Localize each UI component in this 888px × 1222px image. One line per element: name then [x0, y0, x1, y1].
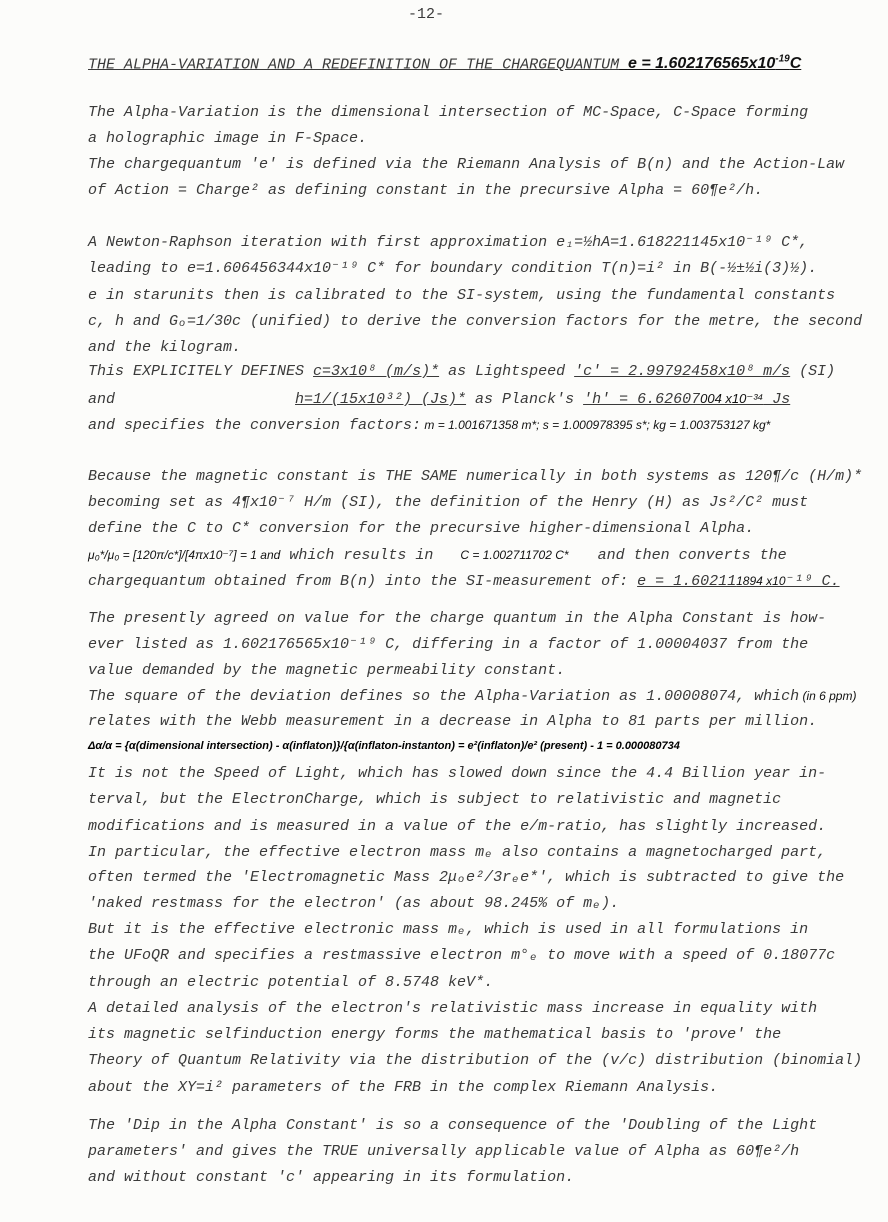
text-line: through an electric potential of 8.5748 keV*.: [88, 974, 494, 991]
title-unit: C: [789, 55, 802, 73]
mu-ratio: μ₀*/μ₀ = [120π/c*]/[4πx10⁻⁷] = 1 and: [88, 548, 281, 562]
text-line: In particular, the effective electron mass mₑ also contains a magnetocharged part,: [88, 844, 827, 861]
text-line: its magnetic selfinduction energy forms the mathematical basis to 'prove' the: [88, 1026, 782, 1043]
text-span: This EXPLICITELY DEFINES: [88, 363, 314, 380]
text-line: c, h and Gₒ=1/30c (unified) to derive the conversion factors for the metre, the second: [88, 313, 863, 330]
text-line: e in starunits then is calibrated to the SI-system, using the fundamental constants: [88, 287, 836, 304]
text-span: ⁻¹⁹ C.: [785, 573, 840, 590]
text-line: and without constant 'c' appearing in its formulation.: [88, 1169, 575, 1186]
title-value: e = 1.602176565x10: [627, 55, 776, 73]
text-span: (SI): [790, 363, 836, 380]
text-line: parameters' and gives the TRUE universally applicable value of Alpha as 60¶e²/h: [88, 1143, 800, 1160]
text-line: terval, but the ElectronCharge, which is subject to relativistic and magnetic: [88, 791, 782, 808]
text-line: The 'Dip in the Alpha Constant' is so a consequence of the 'Doubling of the Light: [88, 1117, 818, 1134]
lightspeed-si: 'c' = 2.99792458x10⁸ m/s: [574, 363, 791, 380]
text-line: The presently agreed on value for the charge quantum in the Alpha Constant is how-: [88, 610, 827, 627]
text-line: [88, 546, 787, 565]
text-line: [88, 416, 770, 435]
text-span: which results in: [280, 547, 443, 564]
c-conversion: C = 1.002711702 C*: [460, 548, 569, 562]
text-line: It is not the Speed of Light, which has slowed down since the 4.4 Billion year in-: [88, 765, 827, 782]
text-line: modifications and is measured in a value of the e/m-ratio, has slightly increased.: [88, 818, 827, 835]
text-line: [88, 390, 790, 409]
text-span: and specifies the conversion factors:: [88, 417, 422, 434]
text-line: But it is the effective electronic mass mₑ, which is used in all formulations in: [88, 921, 809, 938]
title-text: THE ALPHA-VARIATION AND A REDEFINITION OF THE CHARGEQUANTUM: [88, 56, 620, 74]
title-exponent: -19: [775, 54, 790, 65]
text-span: The square of the deviation defines so the Alpha-Variation as 1.00008074, which: [88, 688, 800, 705]
text-span: 'h' = 6.62607: [583, 391, 701, 408]
text-span: 004 x10⁻³⁴: [700, 391, 764, 406]
conversion-factors: m = 1.001671358 m*; s = 1.000978395 s*; kg = 1.003753127 kg*: [421, 418, 771, 432]
text-line: often termed the 'Electromagnetic Mass 2μₒe²/3rₑe*', which is subtracted to give the: [88, 869, 845, 886]
text-line: about the XY=i² parameters of the FRB in the complex Riemann Analysis.: [88, 1079, 719, 1096]
text-line: The chargequantum 'e' is defined via the Riemann Analysis of B(n) and the Action-Law: [88, 156, 845, 173]
text-line: the UFoQR and specifies a restmassive electron m°ₑ to move with a speed of 0.18077c: [88, 947, 836, 964]
text-span: and then converts the: [588, 547, 787, 564]
text-span: (in 6 ppm): [799, 689, 857, 703]
text-line: [88, 687, 856, 706]
planck-star: h=1/(15x10³²) (Js)*: [295, 391, 467, 408]
text-line: define the C to C* conversion for the precursive higher-dimensional Alpha.: [88, 520, 755, 537]
text-line: Theory of Quantum Relativity via the distribution of the (v/c) distribution (binomial): [88, 1052, 863, 1069]
text-line: ever listed as 1.602176565x10⁻¹⁹ C, differing in a factor of 1.00004037 from the: [88, 636, 809, 653]
text-line: 'naked restmass for the electron' (as about 98.245% of mₑ).: [88, 895, 620, 912]
planck-si: [583, 391, 790, 408]
text-line: and the kilogram.: [88, 339, 242, 356]
text-span: e = 1.60211: [637, 573, 737, 590]
text-line: A detailed analysis of the electron's relativistic mass increase in equality with: [88, 1000, 818, 1017]
text-span: Js: [763, 391, 791, 408]
text-line: Because the magnetic constant is THE SAME numerically in both systems as 120¶/c (H/m)*: [88, 468, 863, 485]
charge-si: [637, 573, 839, 590]
text-line: [88, 572, 840, 591]
text-line: of Action = Charge² as defining constant in the precursive Alpha = 60¶e²/h.: [88, 182, 764, 199]
text-span: chargequantum obtained from B(n) into the SI-measurement of:: [88, 573, 638, 590]
text-line: becoming set as 4¶x10⁻⁷ H/m (SI), the definition of the Henry (H) as Js²/C² must: [88, 494, 809, 511]
text-line: relates with the Webb measurement in a decrease in Alpha to 81 parts per million.: [88, 713, 818, 730]
alpha-variation-formula: Δα/α = {α(dimensional intersection) - α(inflaton)}/{α(inflaton-instanton) = e²(inflaton)/e² (present) - 1 = 0.000080734: [88, 740, 680, 752]
text-line: value demanded by the magnetic permeability constant.: [88, 662, 566, 679]
text-line: A Newton-Raphson iteration with first approximation e₁=½hA=1.618221145x10⁻¹⁹ C*,: [88, 234, 809, 251]
text-span: and: [88, 391, 116, 408]
lightspeed-star: c=3x10⁸ (m/s)*: [313, 363, 440, 380]
text-line: leading to e=1.606456344x10⁻¹⁹ C* for boundary condition T(n)=i² in B(-½±½i(3)½).: [88, 260, 818, 277]
text-line: [88, 363, 835, 381]
text-line: a holographic image in F-Space.: [88, 130, 368, 147]
text-span: as Planck's: [466, 391, 584, 408]
text-line: The Alpha-Variation is the dimensional intersection of MC-Space, C-Space forming: [88, 104, 809, 121]
page-title: [88, 51, 801, 74]
text-span: as Lightspeed: [439, 363, 575, 380]
text-span: 1894 x10: [736, 574, 786, 588]
page-number: -12-: [408, 6, 445, 23]
